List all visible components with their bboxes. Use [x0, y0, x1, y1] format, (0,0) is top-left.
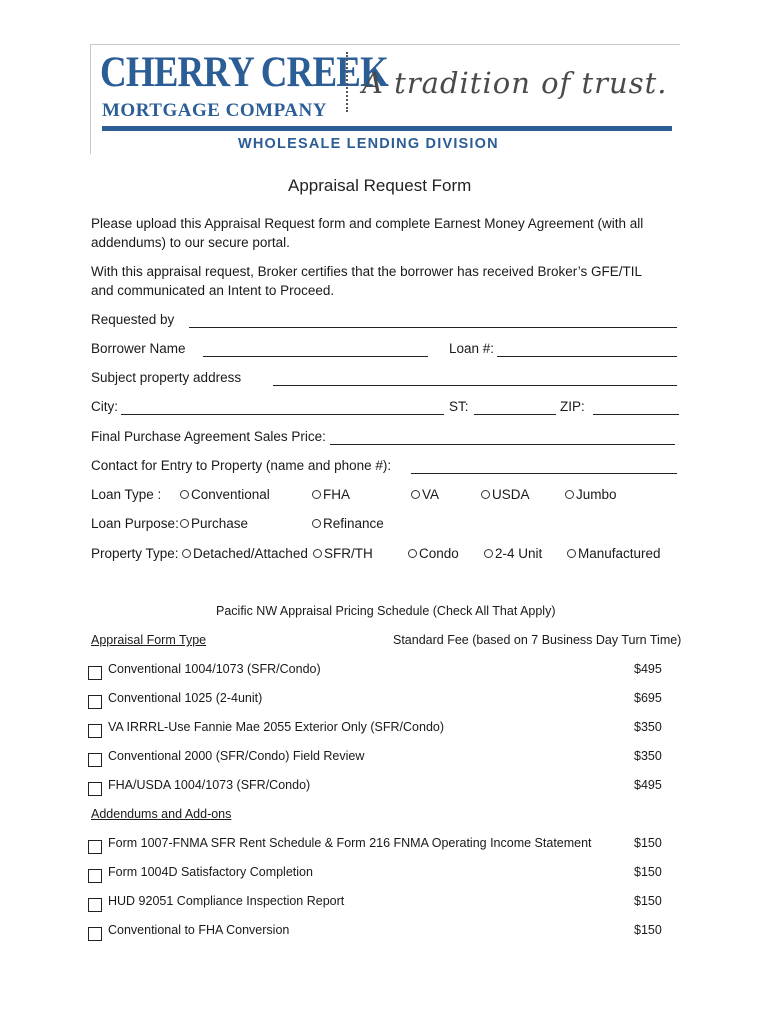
radio-icon[interactable]	[180, 490, 189, 499]
zip-label: ZIP:	[560, 399, 585, 414]
loan-number-label: Loan #:	[449, 341, 495, 356]
logo-bar	[102, 126, 672, 131]
loan-type-label: Loan Type :	[91, 487, 162, 502]
form-fee: $695	[634, 691, 662, 705]
intro-text-line: Please upload this Appraisal Request form and complete Earnest Money Agreement (with all	[91, 216, 644, 231]
logo-border-top	[90, 44, 680, 45]
form-title: Appraisal Request Form	[288, 176, 472, 195]
loan-type-option-conventional[interactable]: Conventional	[180, 487, 270, 502]
fee-column-header: Standard Fee (based on 7 Business Day Turn Time)	[393, 633, 682, 647]
property-type-option-2-4-unit[interactable]: 2-4 Unit	[484, 546, 542, 561]
addendum-fee: $150	[634, 923, 662, 937]
form-type-column-header: Appraisal Form Type	[91, 633, 207, 647]
logo-dotted-divider	[346, 52, 348, 112]
loan-type-option-usda[interactable]: USDA	[481, 487, 530, 502]
zip-field[interactable]	[593, 400, 679, 415]
addendum-fee: $150	[634, 894, 662, 908]
intro-text-line: addendums) to our secure portal.	[91, 235, 290, 250]
contact-field[interactable]	[411, 459, 677, 474]
checkbox[interactable]	[88, 724, 102, 738]
addendum-label: HUD 92051 Compliance Inspection Report	[108, 894, 345, 908]
addendum-label: Form 1004D Satisfactory Completion	[108, 865, 313, 879]
radio-icon[interactable]	[411, 490, 420, 499]
addendum-label: Form 1007-FNMA SFR Rent Schedule & Form 216 FNMA Operating Income Statement	[108, 836, 592, 850]
state-label: ST:	[449, 399, 469, 414]
requested-by-label: Requested by	[91, 312, 175, 327]
form-type-label: Conventional 1025 (2-4unit)	[108, 691, 263, 705]
addendums-header: Addendums and Add-ons	[91, 807, 232, 821]
purchase-price-label: Final Purchase Agreement Sales Price:	[91, 429, 326, 444]
logo-tagline: A tradition of trust.	[362, 66, 668, 100]
subject-address-field[interactable]	[273, 371, 677, 386]
loan-type-option-fha[interactable]: FHA	[312, 487, 350, 502]
form-fee: $350	[634, 749, 662, 763]
checkbox[interactable]	[88, 666, 102, 680]
radio-icon[interactable]	[408, 549, 417, 558]
logo-company-name: CHERRY CREEK	[100, 49, 389, 96]
checkbox[interactable]	[88, 753, 102, 767]
form-type-label: FHA/USDA 1004/1073 (SFR/Condo)	[108, 778, 311, 792]
checkbox[interactable]	[88, 869, 102, 883]
radio-icon[interactable]	[312, 519, 321, 528]
loan-purpose-option-refinance[interactable]: Refinance	[312, 516, 384, 531]
form-fee: $350	[634, 720, 662, 734]
checkbox[interactable]	[88, 840, 102, 854]
loan-type-option-jumbo[interactable]: Jumbo	[565, 487, 617, 502]
form-type-label: Conventional 1004/1073 (SFR/Condo)	[108, 662, 321, 676]
form-fee: $495	[634, 662, 662, 676]
radio-icon[interactable]	[313, 549, 322, 558]
property-type-option-detached[interactable]: Detached/Attached	[182, 546, 308, 561]
pricing-schedule-title: Pacific NW Appraisal Pricing Schedule (Check All That Apply)	[216, 604, 556, 618]
addendum-fee: $150	[634, 865, 662, 879]
property-type-option-condo[interactable]: Condo	[408, 546, 459, 561]
loan-purpose-label: Loan Purpose:	[91, 516, 179, 531]
loan-purpose-option-purchase[interactable]: Purchase	[180, 516, 248, 531]
checkbox[interactable]	[88, 927, 102, 941]
radio-icon[interactable]	[180, 519, 189, 528]
checkbox[interactable]	[88, 782, 102, 796]
form-type-label: Conventional 2000 (SFR/Condo) Field Review	[108, 749, 365, 763]
purchase-price-field[interactable]	[330, 430, 675, 445]
requested-by-field[interactable]	[189, 313, 677, 328]
radio-icon[interactable]	[312, 490, 321, 499]
radio-icon[interactable]	[182, 549, 191, 558]
radio-icon[interactable]	[481, 490, 490, 499]
form-fee: $495	[634, 778, 662, 792]
division-name: WHOLESALE LENDING DIVISION	[238, 136, 499, 152]
addendum-label: Conventional to FHA Conversion	[108, 923, 290, 937]
logo-border-left	[90, 44, 91, 154]
company-logo	[90, 44, 682, 156]
city-field[interactable]	[121, 400, 444, 415]
checkbox[interactable]	[88, 898, 102, 912]
contact-label: Contact for Entry to Property (name and phone #):	[91, 458, 392, 473]
subject-address-label: Subject property address	[91, 370, 242, 385]
property-type-option-sfr[interactable]: SFR/TH	[313, 546, 373, 561]
property-type-label: Property Type:	[91, 546, 179, 561]
radio-icon[interactable]	[567, 549, 576, 558]
borrower-name-label: Borrower Name	[91, 341, 186, 356]
radio-icon[interactable]	[565, 490, 574, 499]
state-field[interactable]	[474, 400, 556, 415]
form-type-label: VA IRRRL-Use Fannie Mae 2055 Exterior Only (SFR/Condo)	[108, 720, 445, 734]
logo-company-subname: MORTGAGE COMPANY	[102, 100, 327, 121]
property-type-option-manufactured[interactable]: Manufactured	[567, 546, 661, 561]
borrower-name-field[interactable]	[203, 342, 428, 357]
loan-number-field[interactable]	[497, 342, 677, 357]
loan-type-option-va[interactable]: VA	[411, 487, 439, 502]
certification-text-line: With this appraisal request, Broker certifies that the borrower has received Broker’s GFE/TIL	[91, 264, 642, 279]
certification-text-line: and communicated an Intent to Proceed.	[91, 283, 335, 298]
checkbox[interactable]	[88, 695, 102, 709]
radio-icon[interactable]	[484, 549, 493, 558]
addendum-fee: $150	[634, 836, 662, 850]
city-label: City:	[91, 399, 118, 414]
